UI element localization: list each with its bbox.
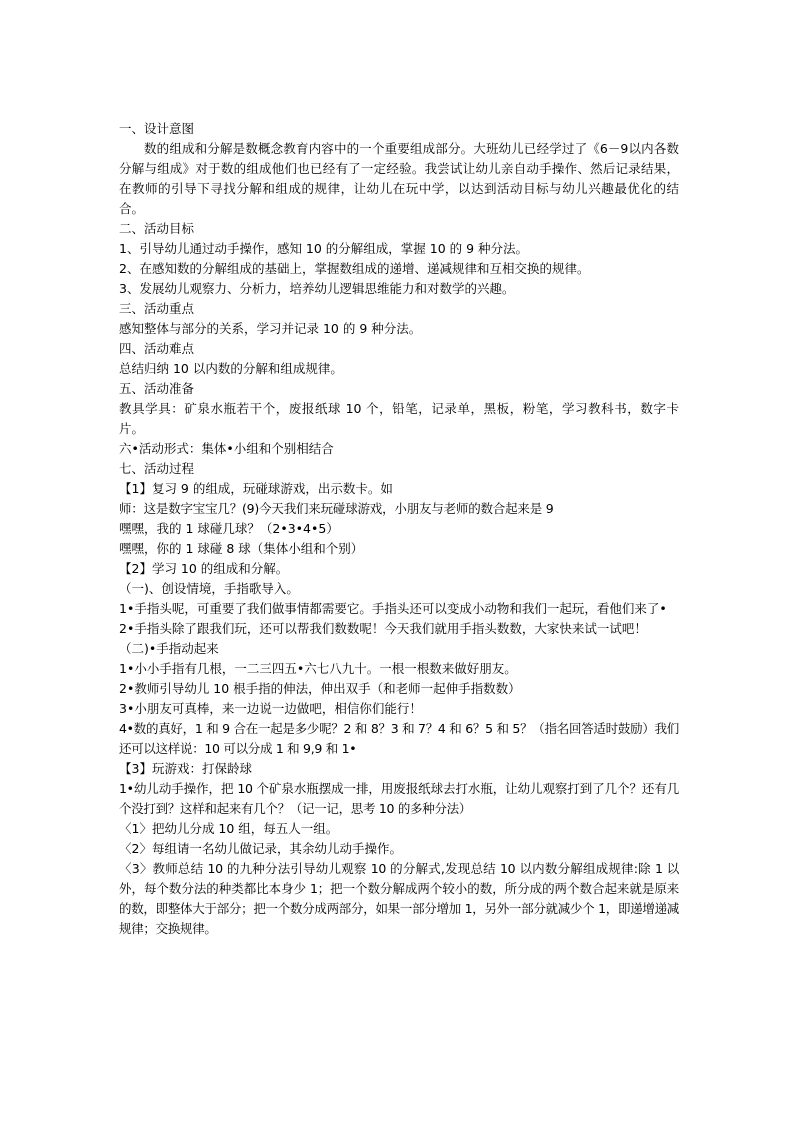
heading-preparation: 五、活动准备 (119, 381, 195, 396)
preparation-text: 教具学具：矿泉水瓶若干个，废报纸球 10 个，铅笔，记录单，黑板，粉笔，学习教科书，数字卡片。 (119, 401, 679, 436)
design-intent-paragraph: 数的组成和分解是数概念教育内容中的一个重要组成部分。大班幼儿已经学过了《6－9以内各数分解与组成》对于数的组成他们也已经有了一定经验。我尝试让幼儿亲自动手操作、然后记录结果，在教师的引导下寻找分解和组成的规律，让幼儿在玩中学，以达到活动目标与幼儿兴趣最优化的结合。 (119, 141, 679, 216)
step-2-sub-2-item-4: 4•数的真好，1 和 9 合在一起是多少呢？2 和 8？3 和 7？4 和 6？5 和 5？（指名回答适时鼓励）我们还可以这样说：10 可以分成 1 和 9,9 和 1• (119, 721, 679, 756)
step-2-sub-2-item-3: 3•小朋友可真棒，来一边说一边做吧，相信你们能行！ (119, 701, 422, 716)
step-3-sub-2: 〈2〉每组请一名幼儿做记录，其余幼儿动手操作。 (119, 841, 402, 856)
step-2-sub-2-item-2: 2•教师引导幼儿 10 根手指的伸法，伸出双手（和老师一起伸手指数数） (119, 681, 521, 696)
step-2-title: 【2】学习 10 的组成和分解。 (119, 561, 289, 576)
step-3-sub-3: 〈3〉教师总结 10 的九种分法引导幼儿观察 10 的分解式,发现总结 10 以内数分解组成规律:除 1 以外，每个数分法的种类都比本身少 1；把一个数分解成两个较小的数，所分成的两个数合起来就是原来的数，即整体大于部分；把一个数分成两部分，如果一部分增加 1，另外一部分就减少个 1，即递增递减规律；交换规律。 (119, 861, 679, 936)
heading-activity-form: 六•活动形式：集体•小组和个别相结合 (119, 441, 334, 456)
heading-difficulties: 四、活动难点 (119, 341, 195, 356)
step-2-sub-1-item-1: 1•手指头呢，可重要了我们做事情都需要它。手指头还可以变成小动物和我们一起玩，看他们来了• (119, 601, 667, 616)
heading-activity-goals: 二、活动目标 (119, 221, 195, 236)
step-1-line-1: 师：这是数字宝宝几？(9)今天我们来玩碰球游戏，小朋友与老师的数合起来是 9 (119, 501, 554, 516)
difficulties-text: 总结归纳 10 以内数的分解和组成规律。 (119, 361, 343, 376)
step-1-line-2: 嘿嘿，我的 1 球碰几球？（2•3•4•5） (119, 521, 339, 536)
goal-item-2: 2、在感知数的分解组成的基础上，掌握数组成的递增、递减规律和互相交换的规律。 (119, 261, 590, 276)
key-points-text: 感知整体与部分的关系，学习并记录 10 的 9 种分法。 (119, 321, 422, 336)
step-1-title: 【1】复习 9 的组成，玩碰球游戏，出示数卡。如 (119, 481, 393, 496)
step-2-sub-2-item-1: 1•小小手指有几根，一二三四五•六七八九十。一根一根数来做好朋友。 (119, 661, 517, 676)
step-2-sub-1-title: （一)、创设情境，手指歌导入。 (119, 581, 299, 596)
goal-item-1: 1、引导幼儿通过动手操作，感知 10 的分解组成，掌握 10 的 9 种分法。 (119, 241, 529, 256)
step-3-title: 【3】玩游戏：打保龄球 (119, 761, 252, 776)
heading-design-intent: 一、设计意图 (119, 121, 195, 136)
heading-key-points: 三、活动重点 (119, 301, 195, 316)
document-page (119, 119, 679, 939)
goal-item-3: 3、发展幼儿观察力、分析力，培养幼儿逻辑思维能力和对数学的兴趣。 (119, 281, 515, 296)
step-2-sub-2-title: （二)•手指动起来 (119, 641, 219, 656)
step-1-line-3: 嘿嘿，你的 1 球碰 8 球（集体小组和个别） (119, 541, 364, 556)
step-3-sub-1: 〈1〉把幼儿分成 10 组，每五人一组。 (119, 821, 339, 836)
step-2-sub-1-item-2: 2•手指头除了跟我们玩，还可以帮我们数数呢！今天我们就用手指头数数，大家快来试一试吧！ (119, 621, 647, 636)
step-3-item-1: 1•幼儿动手操作，把 10 个矿泉水瓶摆成一排，用废报纸球去打水瓶，让幼儿观察打到了几个？还有几个没打到？这样和起来有几个？（记一记，思考 10 的多种分法） (119, 781, 679, 816)
heading-activity-process: 七、活动过程 (119, 461, 195, 476)
